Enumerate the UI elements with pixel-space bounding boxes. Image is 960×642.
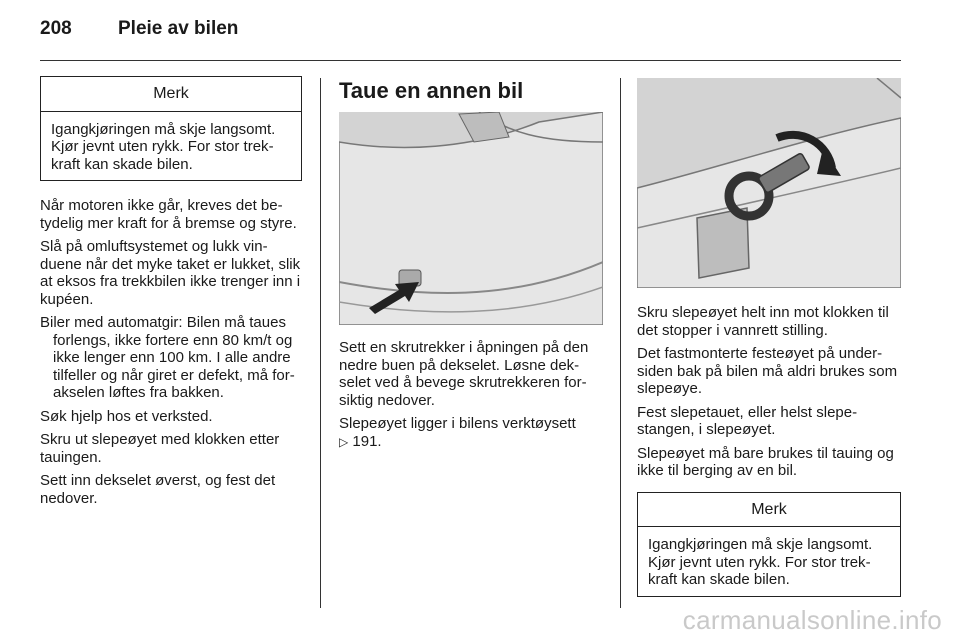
paragraph: Det fastmonterte festeøyet på undersiden bak på bilen må aldri brukes som slepeøye. [637, 345, 898, 397]
paragraph: Når motoren ikke går, kreves det betydelig mer kraft for å bremse og styre. [40, 197, 297, 232]
watermark: carmanualsonline.info [682, 605, 942, 635]
note-text: Igangkjøringen må skje langsomt. Kjør jevnt uten rykk. For stor trekkraft kan skade bilen. [648, 536, 873, 588]
paragraph: Slå på omluftsystemet og lukk vinduene når det myke taket er lukket, slik at eksos fra trekkbilen ikke trenger inn i kupéen. [40, 238, 301, 308]
header-rule [40, 60, 901, 61]
page-number: 208 [40, 18, 72, 39]
note-text: Igangkjøringen må skje langsomt. Kjør jevnt uten rykk. For stor trekkraft kan skade bilen. [51, 120, 276, 173]
paragraph: Fest slepetauet, eller helst slepestangen, i slepeøyet. [637, 403, 858, 438]
paragraph: Biler med automatgir: Bilen må taues forlengs, ikke fortere enn 80 km/t og ikke lenger enn 100 km. I alle andre tilfeller og når giret er defekt, må forakselen løftes fra bakken. [40, 314, 295, 401]
paragraph: Slepeøyet må bare brukes til tauing og ikke til berging av en bil. [637, 444, 894, 479]
note-title: Merk [638, 493, 900, 528]
paragraph [339, 415, 603, 451]
note-box [637, 492, 901, 597]
section-heading: Taue en annen bil [339, 78, 524, 103]
figure-bumper-cover [339, 112, 603, 325]
paragraph-text: Slepeøyet ligger i bilens verktøysett [339, 415, 576, 432]
note-box [40, 76, 302, 181]
page-reference-icon: ▷ [339, 434, 349, 449]
page-header [40, 18, 238, 40]
column-2 [339, 78, 603, 457]
column-divider-1 [320, 78, 321, 608]
page-reference[interactable]: 191. [352, 432, 382, 450]
column-3 [637, 78, 901, 613]
column-1 [40, 76, 302, 513]
note-title: Merk [41, 77, 301, 112]
paragraph: Skru ut slepeøyet med klokken etter tauingen. [40, 431, 280, 466]
paragraph: Skru slepeøyet helt inn mot klokken til det stopper i vannrett stilling. [637, 304, 889, 339]
section-title: Pleie av bilen [118, 18, 239, 39]
column-divider-2 [620, 78, 621, 608]
paragraph: Søk hjelp hos et verksted. [40, 407, 213, 425]
paragraph: Sett inn dekselet øverst, og fest det nedover. [40, 472, 276, 507]
paragraph: Sett en skrutrekker i åpningen på den nedre buen på dekselet. Løsne dekselet ved å bevege skrutrekkeren forsiktig nedover. [339, 339, 589, 409]
towing-eye-illustration [637, 78, 901, 288]
bumper-cover-illustration [339, 112, 603, 325]
figure-towing-eye [637, 78, 901, 288]
